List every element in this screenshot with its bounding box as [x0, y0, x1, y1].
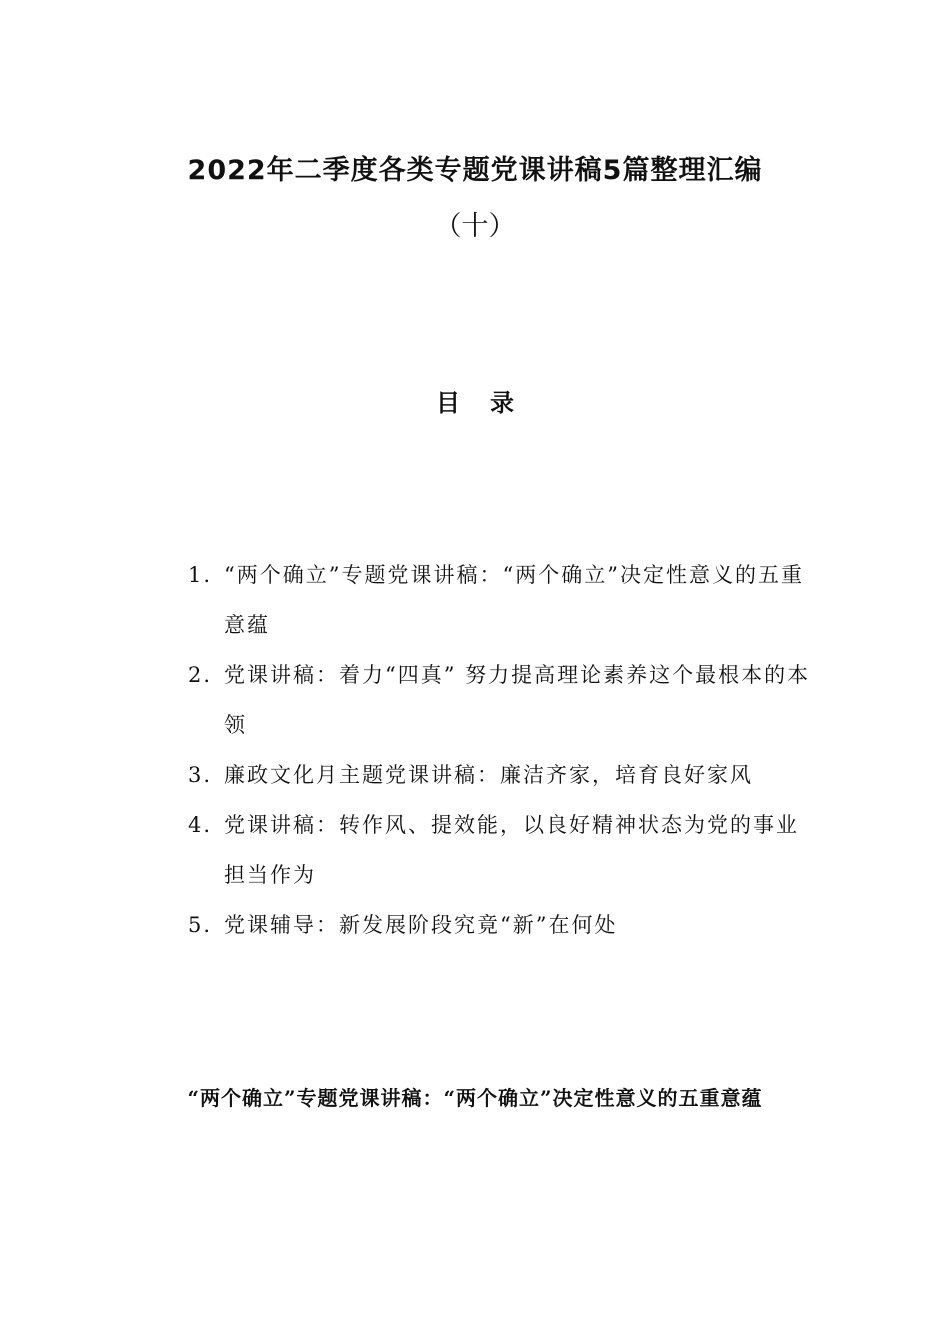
- toc-item-number: 4.: [188, 813, 213, 837]
- toc-item-text: 党课辅导：新发展阶段究竟“新”在何处: [224, 913, 618, 937]
- toc-item-text: 廉政文化月主题党课讲稿：廉洁齐家，培育良好家风: [224, 763, 753, 787]
- toc-item-text: 党课讲稿：着力“四真” 努力提高理论素养这个最根本的本领: [224, 663, 811, 737]
- toc-item-3[interactable]: [188, 750, 813, 800]
- section-title: “两个确立”专题党课讲稿：“两个确立”决定性意义的五重意蕴: [187, 1085, 763, 1110]
- toc-item-text: “两个确立”专题党课讲稿：“两个确立”决定性意义的五重意蕴: [224, 563, 804, 637]
- toc-item-2[interactable]: [188, 650, 813, 750]
- toc-item-number: 2.: [188, 663, 213, 687]
- toc-heading: 目录: [436, 388, 544, 417]
- toc-item-4[interactable]: [188, 800, 813, 900]
- toc-item-number: 5.: [188, 913, 213, 937]
- document-subtitle: （十）: [434, 211, 516, 242]
- toc-item-5[interactable]: [188, 900, 813, 950]
- toc-item-number: 1.: [188, 563, 213, 587]
- toc-item-1[interactable]: [188, 550, 813, 650]
- toc-item-number: 3.: [188, 763, 213, 787]
- document-title: 2022年二季度各类专题党课讲稿5篇整理汇编: [187, 155, 763, 187]
- table-of-contents: [188, 550, 813, 950]
- toc-item-text: 党课讲稿：转作风、提效能，以良好精神状态为党的事业担当作为: [224, 813, 799, 887]
